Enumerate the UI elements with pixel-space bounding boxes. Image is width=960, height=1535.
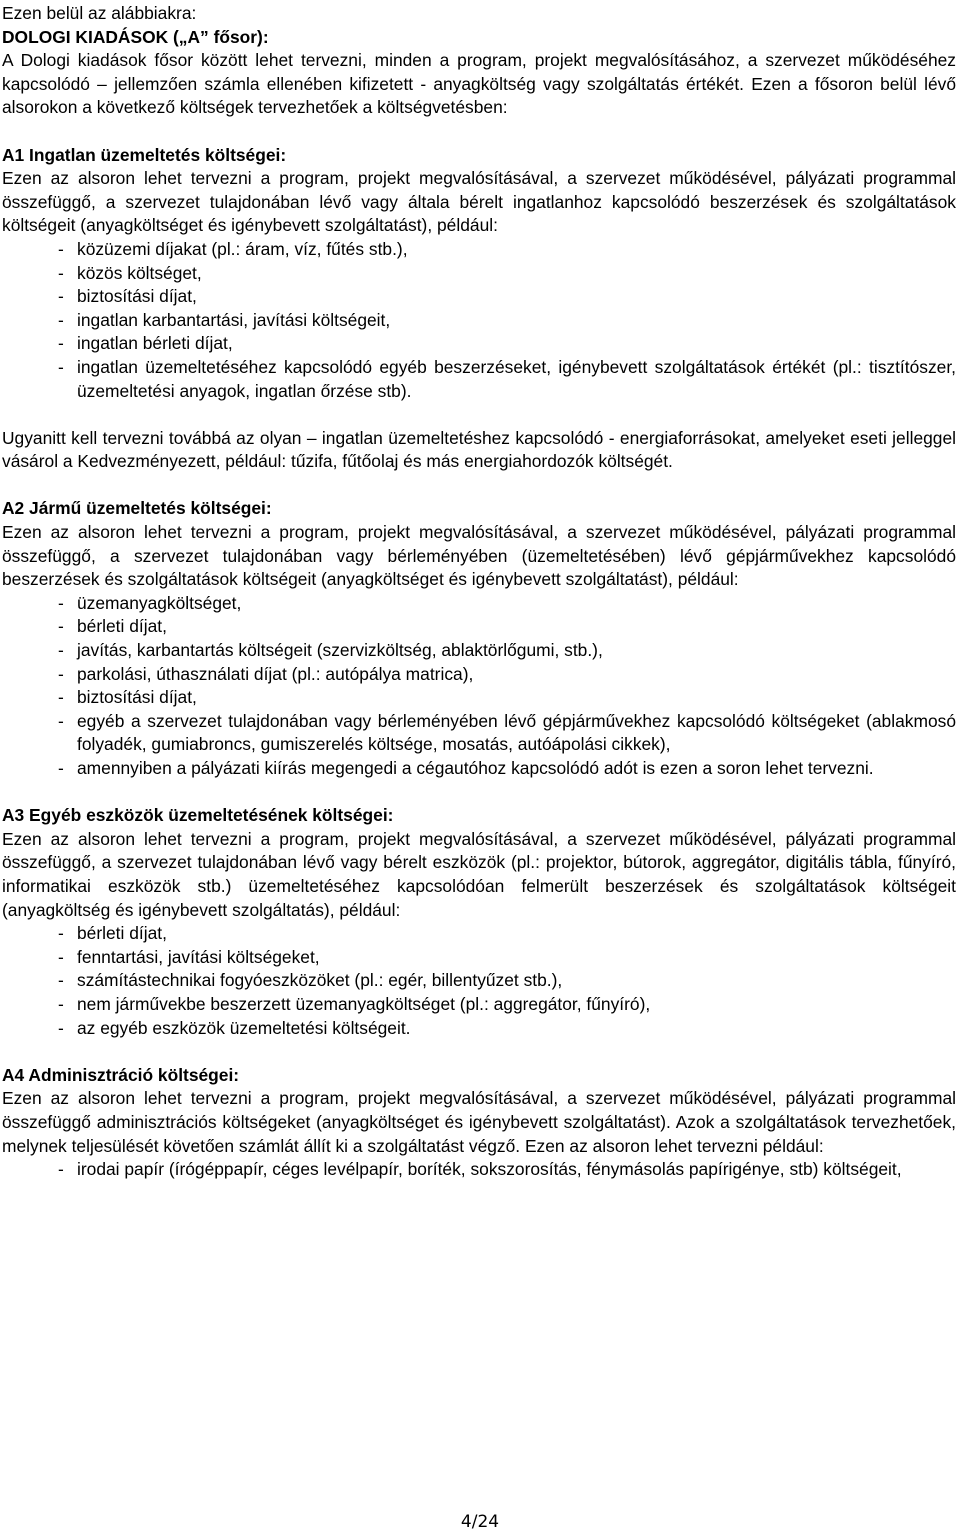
list-item: - biztosítási díjat, xyxy=(2,285,956,309)
document-page xyxy=(2,2,956,1182)
section-heading-a1: A1 Ingatlan üzemeltetés költségei: xyxy=(2,144,287,165)
list-item: - fenntartási, javítási költségeket, xyxy=(2,946,956,970)
list-item: - amennyiben a pályázati kiírás megengedi a cégautóhoz kapcsolódó adót is ezen a soron lehet tervezni. xyxy=(2,757,956,781)
list-item: - ingatlan karbantartási, javítási költségeit, xyxy=(2,309,956,333)
list-item: - irodai papír (írógéppapír, céges levélpapír, boríték, sokszorosítás, fénymásolás papírigénye, stb) költségeit, xyxy=(2,1158,956,1182)
a2-list xyxy=(2,592,956,781)
list-item: - ingatlan üzemeltetéséhez kapcsolódó egyéb beszerzéseket, igénybevett szolgáltatások értékét (pl.: tisztítószer, üzemeltetési anyagok, ingatlan őrzése stb). xyxy=(2,356,956,403)
page-number: 4/24 xyxy=(460,1512,500,1532)
list-item: - ingatlan bérleti díjat, xyxy=(2,332,956,356)
list-item: - üzemanyagköltséget, xyxy=(2,592,956,616)
list-item: - számítástechnikai fogyóeszközöket (pl.: egér, billentyűzet stb.), xyxy=(2,969,956,993)
a4-paragraph: Ezen az alsoron lehet tervezni a program, projekt megvalósításával, a szervezet működésével, pályázati programmal összefüggő adminisztrációs költségeket (anyagköltséget és igénybevett szolgáltatást). Azok a szolgáltatások tervezhetőek, melynek teljesülését követően számlát állít ki a szolgáltatást végző. Ezen az alsoron lehet tervezni például: xyxy=(2,1088,956,1156)
section-heading-dologi: DOLOGI KIADÁSOK („A” fősor): xyxy=(2,26,269,47)
a3-paragraph: Ezen az alsoron lehet tervezni a program, projekt megvalósításával, a szervezet működésével, pályázati programmal összefüggő, a szervezet tulajdonában lévő vagy bérelt eszközök (pl.: projektor, bútorok, aggregátor, digitális tábla, fűnyíró, informatikai eszközök stb.) üzemeltetéséhez kapcsolódóan felmerült beszerzések és szolgáltatások költségeit (anyagköltség és igénybevett szolgáltatás), például: xyxy=(2,828,956,920)
list-item: - egyéb a szervezet tulajdonában vagy bérleményében lévő gépjárművekhez kapcsolódó költségeket (ablakmosó folyadék, gumiabroncs, gumiszerelés költsége, mosatás, autóápolási cikkek), xyxy=(2,710,956,757)
section-heading-a2: A2 Jármű üzemeltetés költségei: xyxy=(2,498,272,519)
section-heading-a4: A4 Adminisztráció költségei: xyxy=(2,1064,240,1085)
list-item: - az egyéb eszközök üzemeltetési költségeit. xyxy=(2,1017,956,1041)
list-item: - javítás, karbantartás költségeit (szervizköltség, ablaktörlőgumi, stb.), xyxy=(2,639,956,663)
a4-list xyxy=(2,1158,956,1182)
a1-energy-paragraph: Ugyanitt kell tervezni továbbá az olyan – ingatlan üzemeltetéshez kapcsolódó - energiaforrásokat, amelyeket eseti jelleggel vásárol a Kedvezményezett, például: tűzifa, fűtőolaj és más energiahordozók költségét. xyxy=(2,427,956,472)
intro-paragraph: A Dologi kiadások fősor között lehet tervezni, minden a program, projekt megvalósításához, a szervezet működéséhez kapcsolódó – jellemzően számla ellenében kifizetett - anyagköltség vagy szolgáltatás értékét. Ezen a fősoron belül lévő alsorokon a következő költségek tervezhetőek a költségvetésben: xyxy=(2,50,956,118)
list-item: - parkolási, úthasználati díjat (pl.: autópálya matrica), xyxy=(2,663,956,687)
a3-list xyxy=(2,922,956,1040)
section-heading-a3: A3 Egyéb eszközök üzemeltetésének költségei: xyxy=(2,805,394,826)
a1-list xyxy=(2,238,956,403)
list-item: - közüzemi díjakat (pl.: áram, víz, fűtés stb.), xyxy=(2,238,956,262)
list-item: - nem járművekbe beszerzett üzemanyagköltséget (pl.: aggregátor, fűnyíró), xyxy=(2,993,956,1017)
list-item: - bérleti díjat, xyxy=(2,615,956,639)
intro-line: Ezen belül az alábbiakra: xyxy=(2,3,197,23)
list-item: - biztosítási díjat, xyxy=(2,686,956,710)
list-item: - bérleti díjat, xyxy=(2,922,956,946)
a1-paragraph: Ezen az alsoron lehet tervezni a program, projekt megvalósításával, a szervezet működésével, pályázati programmal összefüggő, a szervezet tulajdonában lévő vagy általa bérelt ingatlanhoz kapcsolódó beszerzések és szolgáltatások költségeit (anyagköltséget és igénybevett szolgáltatást), például: xyxy=(2,168,956,236)
a2-paragraph: Ezen az alsoron lehet tervezni a program, projekt megvalósításával, a szervezet működésével, pályázati programmal összefüggő, a szervezet tulajdonában vagy bérleményében (üzemeltetésében) lévő gépjárművekhez kapcsolódó beszerzések és szolgáltatások költségeit (anyagköltséget és igénybevett szolgáltatást), például: xyxy=(2,522,956,590)
list-item: - közös költséget, xyxy=(2,262,956,286)
